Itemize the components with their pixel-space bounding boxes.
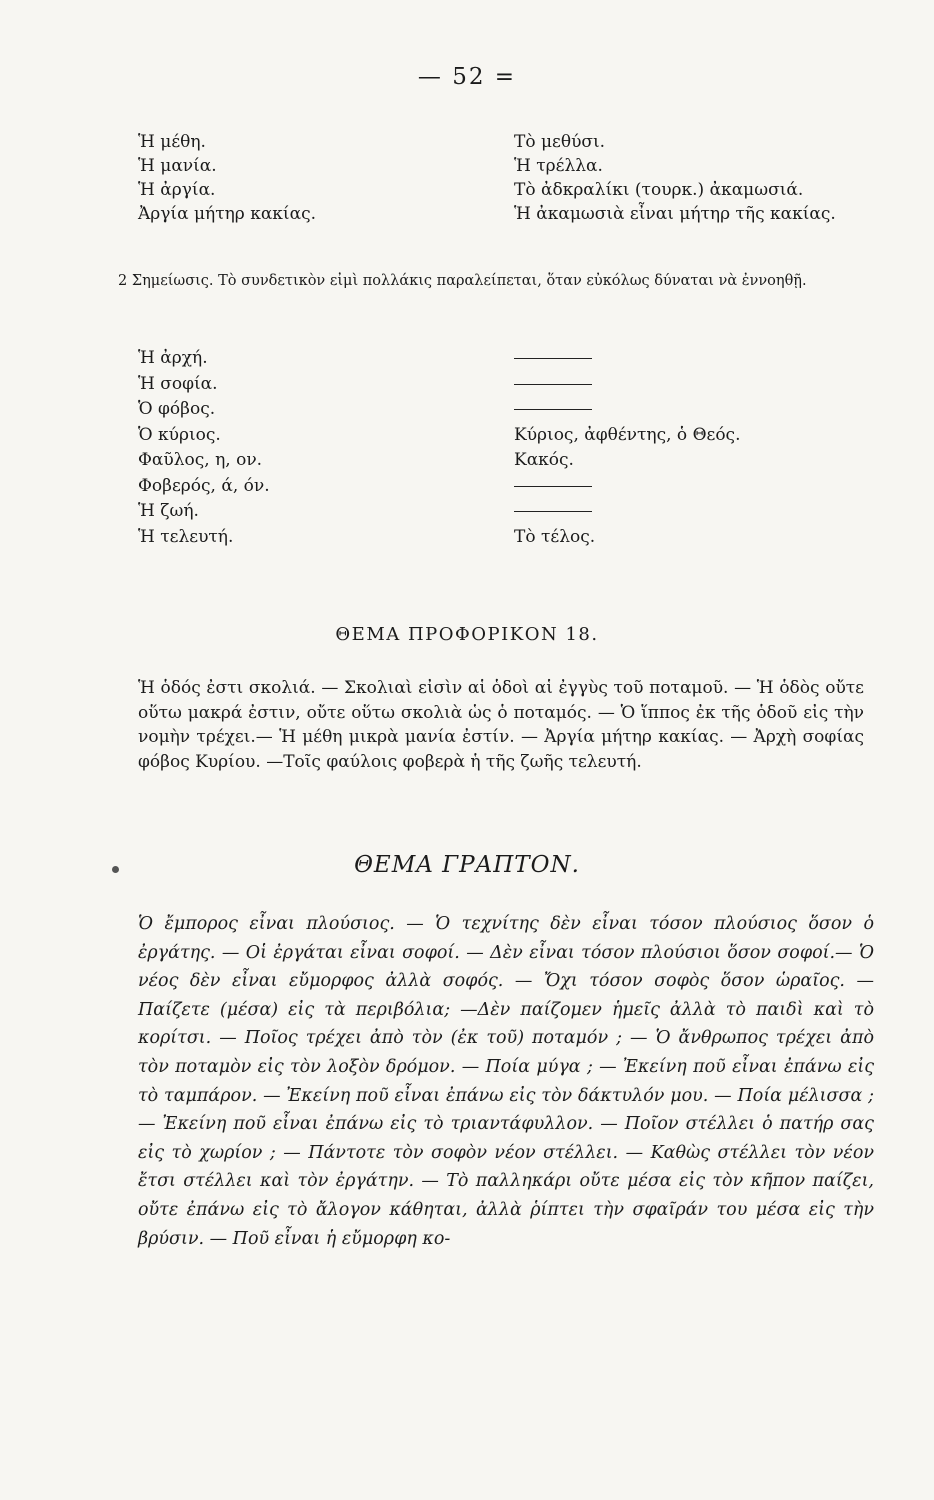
pair-left: Ἡ μέθη. [138,132,206,152]
vocab-term: Ἡ ζωή. [138,501,199,521]
vocab-term: Ὁ φόβος. [138,399,216,419]
vocab-row [138,474,898,500]
blank-line [514,499,592,524]
oral-exercise-heading: ΘΕΜΑ ΠΡΟΦΟΡΙΚΟΝ 18. [335,624,599,645]
pair-right: Ἡ ἀκαμωσιὰ εἶναι μήτηρ τῆς κακίας. [514,204,836,224]
vocab-term: Φαῦλος, η, ον. [138,450,263,470]
vocab-row [138,346,898,372]
vocab-term: Ὁ κύριος. [138,424,221,445]
pair-left: Ἡ ἀργία. [138,180,216,200]
vocab-row [138,499,898,525]
page-number: — 52 = [417,64,517,90]
pair-row [138,178,898,202]
vocab-gloss: Τὸ τέλος. [514,526,596,547]
pair-right: Τὸ μεθύσι. [514,132,606,152]
blank-line [514,397,592,422]
oral-exercise-text [138,676,864,774]
vocab-term: Φοβερός, ά, όν. [138,475,270,496]
pair-left: Ἀργία μήτηρ κακίας. [138,204,317,224]
blank-line [514,474,592,499]
vocab-term: Ἡ ἀρχή. [138,348,208,368]
blank-line [514,346,592,371]
vocab-gloss: Κύριος, ἀφθέντης, ὁ Θεός. [514,424,741,445]
vocab-row [138,423,898,449]
vocab-gloss: Κακός. [514,450,574,470]
blank-line [514,372,592,397]
vocabulary-list [138,346,898,550]
vocab-row [138,397,898,423]
vocab-row [138,448,898,474]
pair-row [138,202,898,226]
written-paragraph: Ὁ ἔμπορος εἶναι πλούσιος. — Ὁ τεχνίτης δὲν εἶναι τόσον πλούσιος ὅσον ὁ ἐργάτης. — Οἱ ἐργάται εἶναι σοφοί. — Δὲν εἶναι τόσον πλούσιοι ὅσον σοφοί.— Ὁ νέος δὲν εἶναι εὔμορφος ἀλλὰ σοφός. — Ὄχι τόσον σοφὸς ὅσον ὡραῖος. — Παίζετε (μέσα) εἰς τὰ περιβόλια; —Δὲν παίζομεν ἡμεῖς ἀλλὰ τὸ παιδὶ καὶ τὸ κορίτσι. — Ποῖος τρέχει ἀπὸ τὸν (ἐκ τοῦ) ποταμόν ; — Ὁ ἄνθρωπος τρέχει ἀπὸ τὸν ποταμὸν εἰς τὸν λοξὸν δρόμον. — Ποία μύγα ; — Ἐκείνη ποῦ εἶναι ἐπάνω εἰς τὸ ταμπάρον. — Ἐκείνη ποῦ εἶναι ἐπάνω εἰς τὸν δάκτυλόν μου. — Ποία μέλισσα ; — Ἐκείνη ποῦ εἶναι ἐπάνω εἰς τὸ τριαντάφυλλον. — Ποῖον στέλλει ὁ πατήρ σας εἰς τὸ χωρίον ; — Πάντοτε τὸν σοφὸν νέον στέλλει. — Καθὼς στέλλει τὸν νέον ἔτσι στέλλει καὶ τὸν ἐργάτην. — Τὸ παλληκάρι οὔτε μέσα εἰς τὸν κῆπον παίζει, οὔτε ἐπάνω εἰς τὸ ἄλογον κάθηται, ἀλλὰ ῥίπτει τὴν σφαῖράν του μέσα εἰς τὴν βρύσιν. — Ποῦ εἶναι ἡ εὔμορφη κο- [138,914,874,1249]
pair-row [138,154,898,178]
vocab-row [138,525,898,551]
oral-paragraph: Ἡ ὁδός ἐστι σκολιά. — Σκολιαὶ εἰσὶν αἱ ὁδοὶ αἱ ἐγγὺς τοῦ ποταμοῦ. — Ἡ ὁδὸς οὔτε οὕτω μακρά ἐστιν, οὔτε οὕτω σκολιὰ ὡς ὁ ποταμός. — Ὁ ἵππος ἐκ τῆς ὁδοῦ εἰς τὴν νομὴν τρέχει.— Ἡ μέθη μικρὰ μανία ἐστίν. — Ἀργία μήτηρ κακίας. — Ἀρχὴ σοφίας φόβος Κυρίου. —Τοῖς φαύλοις φοβερὰ ἡ τῆς ζωῆς τελευτή. [138,678,864,772]
pair-right: Τὸ ἀδκραλίκι (τουρκ.) ἀκαμωσιά. [514,180,804,200]
vocabulary-pairs [138,130,898,226]
pair-right: Ἡ τρέλλα. [514,156,603,176]
pair-row [138,130,898,154]
pair-left: Ἡ μανία. [138,156,217,176]
grammar-note: 2 Σημείωσις. Τὸ συνδετικὸν εἰμὶ πολλάκις παραλείπεται, ὅταν εὐκόλως δύναται νὰ ἐννοηθῇ. [118,273,807,289]
written-exercise-heading: ΘΕΜΑ ΓΡΑΠΤΟΝ. [354,852,580,878]
vocab-term: Ἡ τελευτή. [138,526,234,547]
written-exercise-text [138,910,874,1253]
vocab-row [138,372,898,398]
vocab-term: Ἡ σοφία. [138,373,218,394]
